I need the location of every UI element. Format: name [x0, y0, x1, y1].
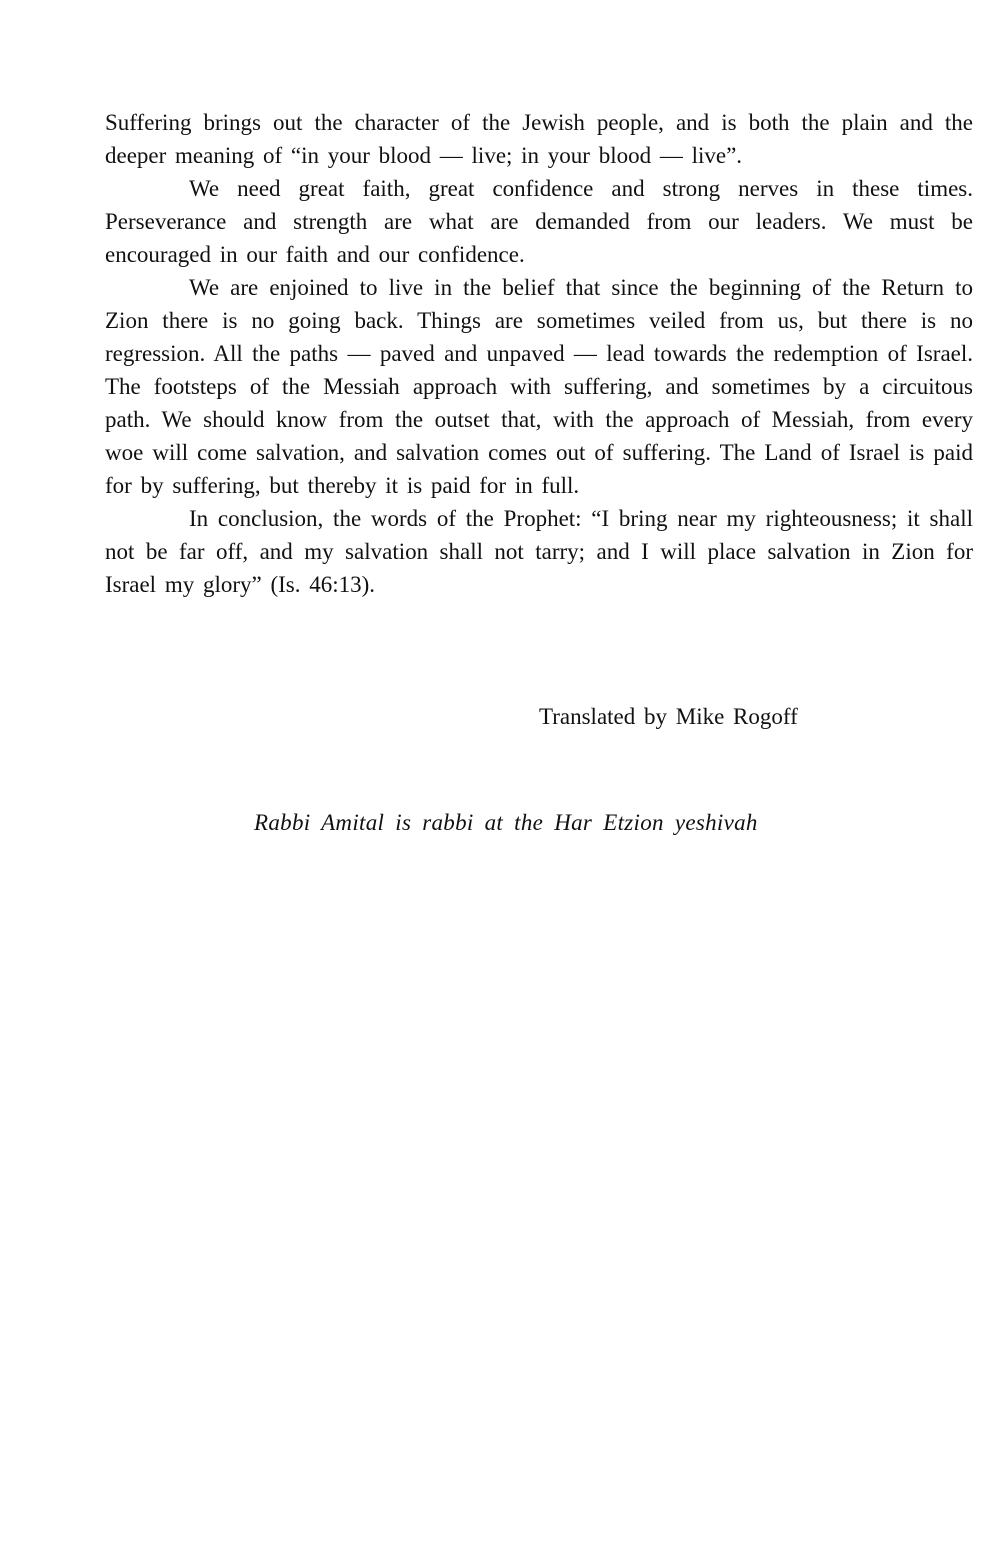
paragraph-conclusion: In conclusion, the words of the Prophet: “I bring near my righteousness; it shall not be far off, and my salvation shall not tarry; and I will place salvation in Zion for Israel my glory” (Is. 46:13).: [105, 506, 973, 597]
paragraph-suffering: Suffering brings out the character of the Jewish people, and is both the plain and the deeper meaning of “in your blood — live; in your blood — live”.: [105, 110, 973, 168]
paragraph-return-to-zion: We are enjoined to live in the belief that since the beginning of the Return to Zion there is no going back. Things are sometimes veiled from us, but there is no regression. All the paths — paved and unpaved — lead towards the redemption of Israel. The footsteps of the Messiah approach with suffering, and sometimes by a circuitous path. We should know from the outset that, with the approach of Messiah, from every woe will come salvation, and salvation comes out of suffering. The Land of Israel is paid for by suffering, but thereby it is paid for in full.: [105, 275, 973, 498]
article-body: [105, 106, 973, 601]
paragraph-faith: We need great faith, great confidence and strong nerves in these times. Perseverance and strength are what are demanded from our leaders. We must be encouraged in our faith and our confidence.: [105, 176, 973, 267]
author-note: Rabbi Amital is rabbi at the Har Etzion yeshivah: [254, 810, 758, 835]
translator-credit: Translated by Mike Rogoff: [539, 704, 798, 729]
